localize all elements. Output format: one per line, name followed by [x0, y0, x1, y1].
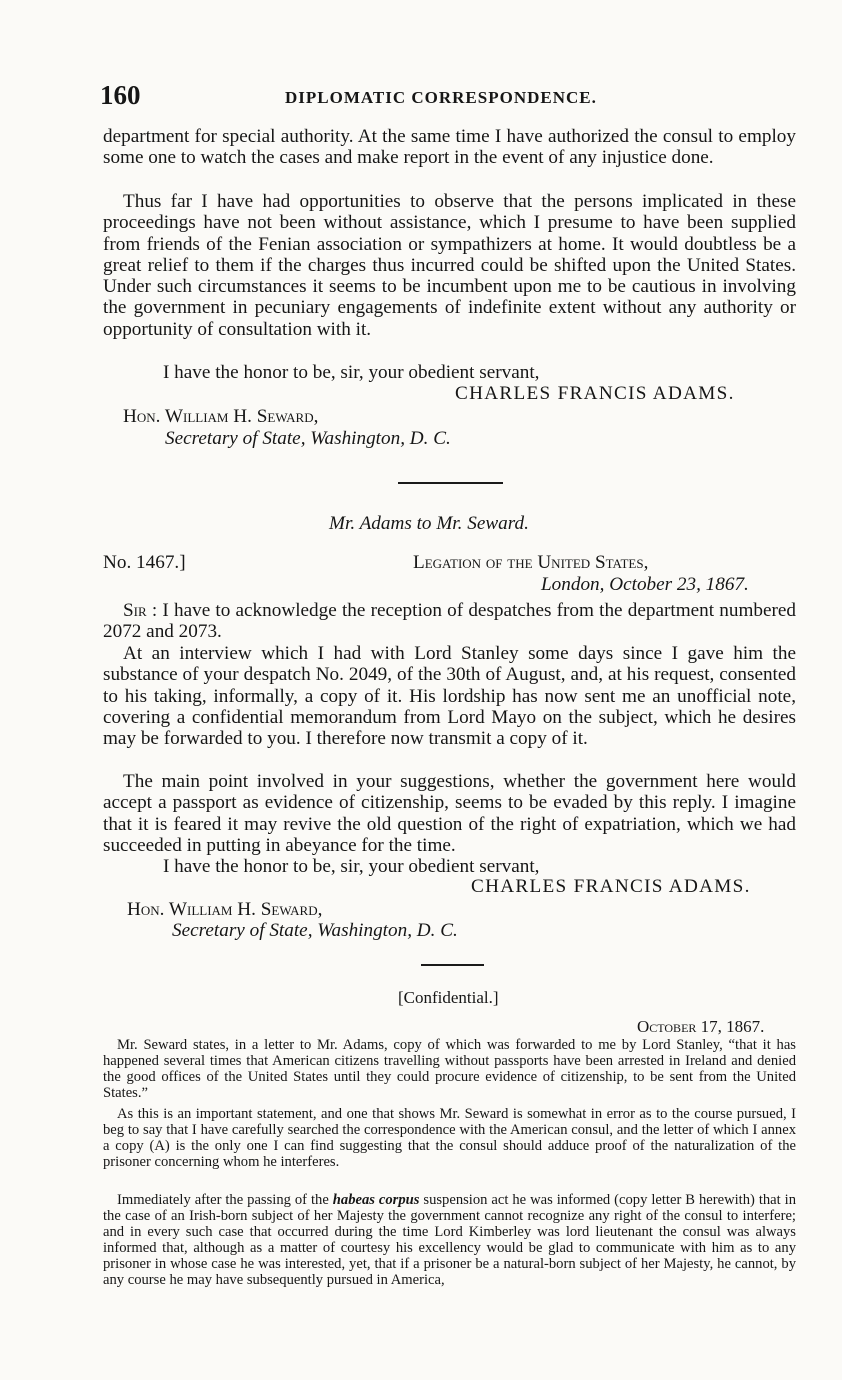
- letter2-heading: Mr. Adams to Mr. Seward.: [329, 513, 529, 534]
- letter1-paragraph-2: Thus far I have had opportunities to observe that the persons implicated in these proceedings have not been without assistance, which I presume to have been supplied from friends of the Fenian association or sympathizers at home. It would doubtless be a great relief to them if the charges thus incurred could be shifted upon the United States. Under such circumstances it seems to be incumbent upon me to be cautious in involving the government in pecuniary engagements of indefinite extent without any authority or opportunity of consultation with it.: [103, 191, 796, 340]
- letter2-place-date: London, October 23, 1867.: [541, 574, 749, 595]
- section-divider-2: [421, 964, 484, 966]
- memo-paragraph-3-rest: suspension act he was informed (copy letter B herewith) that in the case of an Irish-born subject of her Majesty the government cannot recognize any right of the consul to interfere; and in every such case that occurred during the time Lord Kimberley was lord lieutenant the consul was always informed that, although as a matter of courtesy his excellency would be glad to communicate with him as to any prisoner in whose case he was interested, yet, that if a prisoner be a natural-born subject of her Majesty, he cannot, by any course he may have subsequently pursued in America,: [103, 1192, 797, 1288]
- letter2-paragraph-2: At an interview which I had with Lord Stanley some days since I gave him the substance of your despatch No. 2049, of the 30th of August, and, at his request, consented to his taking, informally, a copy of it. His lordship has now sent me an unofficial note, covering a confidential memorandum from Lord Mayo on the subject, which he desires may be forwarded to you. I therefore now transmit a copy of it.: [103, 643, 796, 750]
- section-divider: [398, 482, 503, 484]
- letter2-paragraph-3: The main point involved in your suggestions, whether the government here would accept a passport as evidence of citizenship, seems to be evaded by this reply. I imagine that it is feared it may revive the old question of the right of expatriation, which we had succeeded in putting in abeyance for the time.: [103, 771, 796, 856]
- letter2-legation: Legation of the United States,: [413, 552, 649, 573]
- running-head: [100, 80, 800, 114]
- memo-paragraph-2: As this is an important statement, and one that shows Mr. Seward is somewhat in error as to the course pursued, I beg to say that I have carefully searched the correspondence with the American consul, and the letter of which I annex a copy (A) is the only one I can find suggesting that the consul should adduce proof of the naturalization of the prisoner concerning whom he interferes.: [103, 1106, 796, 1170]
- memo-paragraph-3-start: Immediately after the passing of the: [117, 1192, 329, 1208]
- letter2-paragraph-1-text: I have to acknowledge the reception of despatches from the department numbered 2072 and 2073.: [103, 600, 796, 643]
- letter2-paragraph-1: [103, 600, 796, 643]
- letter1-signature: CHARLES FRANCIS ADAMS.: [455, 383, 735, 404]
- page-number: 160: [100, 80, 141, 110]
- letter2-closing: I have the honor to be, sir, your obedient servant,: [163, 856, 540, 877]
- letter1-addressee-title: Secretary of State, Washington, D. C.: [165, 428, 451, 449]
- letter2-addressee-title: Secretary of State, Washington, D. C.: [172, 920, 458, 941]
- running-title: DIPLOMATIC CORRESPONDENCE.: [285, 88, 597, 107]
- letter2-salutation: Sir :: [123, 600, 158, 621]
- letter1-addressee-name: Hon. William H. Seward,: [123, 406, 319, 427]
- memo-paragraph-3-italic: habeas corpus: [332, 1192, 420, 1208]
- letter1-paragraph-1: department for special authority. At the same time I have authorized the consul to employ some one to watch the cases and make report in the event of any injustice done.: [103, 126, 796, 169]
- letter2-signature: CHARLES FRANCIS ADAMS.: [471, 876, 751, 897]
- letter2-number: No. 1467.]: [103, 552, 186, 573]
- memo-date: October 17, 1867.: [637, 1017, 765, 1036]
- memo-paragraph-3: [103, 1193, 796, 1288]
- letter2-addressee-name: Hon. William H. Seward,: [127, 899, 323, 920]
- letter1-closing: I have the honor to be, sir, your obedient servant,: [163, 362, 540, 383]
- memo-label: [Confidential.]: [398, 988, 499, 1007]
- memo-paragraph-1: Mr. Seward states, in a letter to Mr. Adams, copy of which was forwarded to me by Lord Stanley, “that it has happened several times that American citizens travelling without passports have been arrested in Ireland and denied the good offices of the United States until they could procure evidence of citizenship, to be sent from the United States.”: [103, 1037, 796, 1101]
